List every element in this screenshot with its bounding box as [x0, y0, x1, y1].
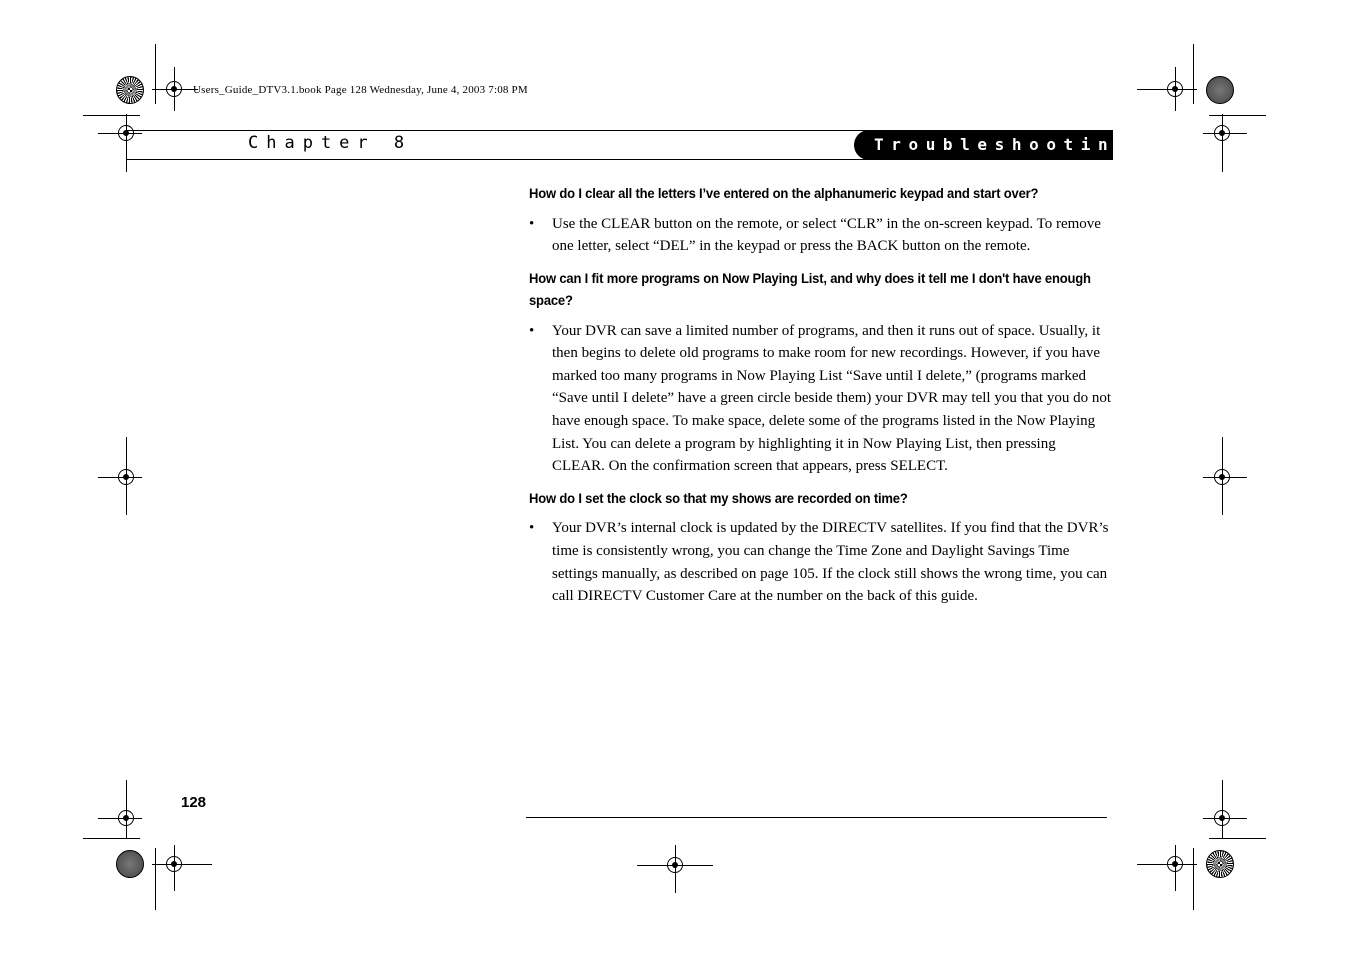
section-tab-label: Troubleshooting [874, 135, 1133, 154]
registration-mark-icon [667, 857, 683, 873]
color-target-icon [116, 76, 144, 104]
faq-question: How can I fit more programs on Now Playing List, and why does it tell me I don't have enough space? [529, 269, 1091, 309]
registration-mark-icon [118, 125, 134, 141]
faq-answer-text: Use the CLEAR button on the remote, or select “CLR” in the on-screen keypad. To remove one letter, select “DEL” in the keypad or press the BACK button on the remote. [552, 215, 1101, 255]
color-target-icon [116, 850, 144, 878]
bullet: • [529, 520, 535, 537]
faq-answer [529, 213, 1111, 258]
registration-mark-icon [1214, 810, 1230, 826]
registration-mark-icon [1167, 856, 1183, 872]
registration-mark-icon [118, 810, 134, 826]
faq-answer [529, 517, 1111, 607]
registration-mark-icon [166, 81, 182, 97]
color-target-icon [1206, 850, 1234, 878]
bullet: • [529, 322, 535, 339]
color-target-icon [1206, 76, 1234, 104]
registration-mark-icon [1214, 469, 1230, 485]
chapter-label: Chapter 8 [248, 133, 413, 153]
registration-mark-icon [166, 856, 182, 872]
footer-rule [526, 817, 1107, 818]
faq-answer-text: Your DVR can save a limited number of programs, and then it runs out of space. Usually, it then begins to delete old programs to make room for new recordings. However, if you have marked too many programs in Now Playing List “Save until I delete,” (programs marked “Save until I delete” have a green circle beside them) your DVR may tell you that you do not have enough space. To make space, delete some of the programs listed in the Now Playing List. You can delete a program by highlighting it in Now Playing List, then pressing CLEAR. On the confirmation screen that appears, press SELECT. [552, 322, 1111, 475]
page-number: 128 [181, 794, 207, 811]
faq-content [529, 182, 1111, 617]
faq-answer [529, 320, 1111, 478]
bullet: • [529, 215, 535, 232]
faq-question: How do I set the clock so that my shows are recorded on time? [529, 489, 908, 506]
faq-answer-text: Your DVR’s internal clock is updated by the DIRECTV satellites. If you find that the DVR’s time is consistently wrong, you can change the Time Zone and Daylight Savings Time settings manually, as described on page 105. If the clock still shows the wrong time, you can call DIRECTV Customer Care at the number on the back of this guide. [552, 520, 1109, 605]
book-slug: Users_Guide_DTV3.1.book Page 128 Wednesday, June 4, 2003 7:08 PM [193, 84, 528, 96]
registration-mark-icon [118, 469, 134, 485]
registration-mark-icon [1167, 81, 1183, 97]
registration-mark-icon [1214, 125, 1230, 141]
faq-question: How do I clear all the letters I’ve entered on the alphanumeric keypad and start over? [529, 185, 1039, 201]
section-tab [854, 130, 1133, 160]
